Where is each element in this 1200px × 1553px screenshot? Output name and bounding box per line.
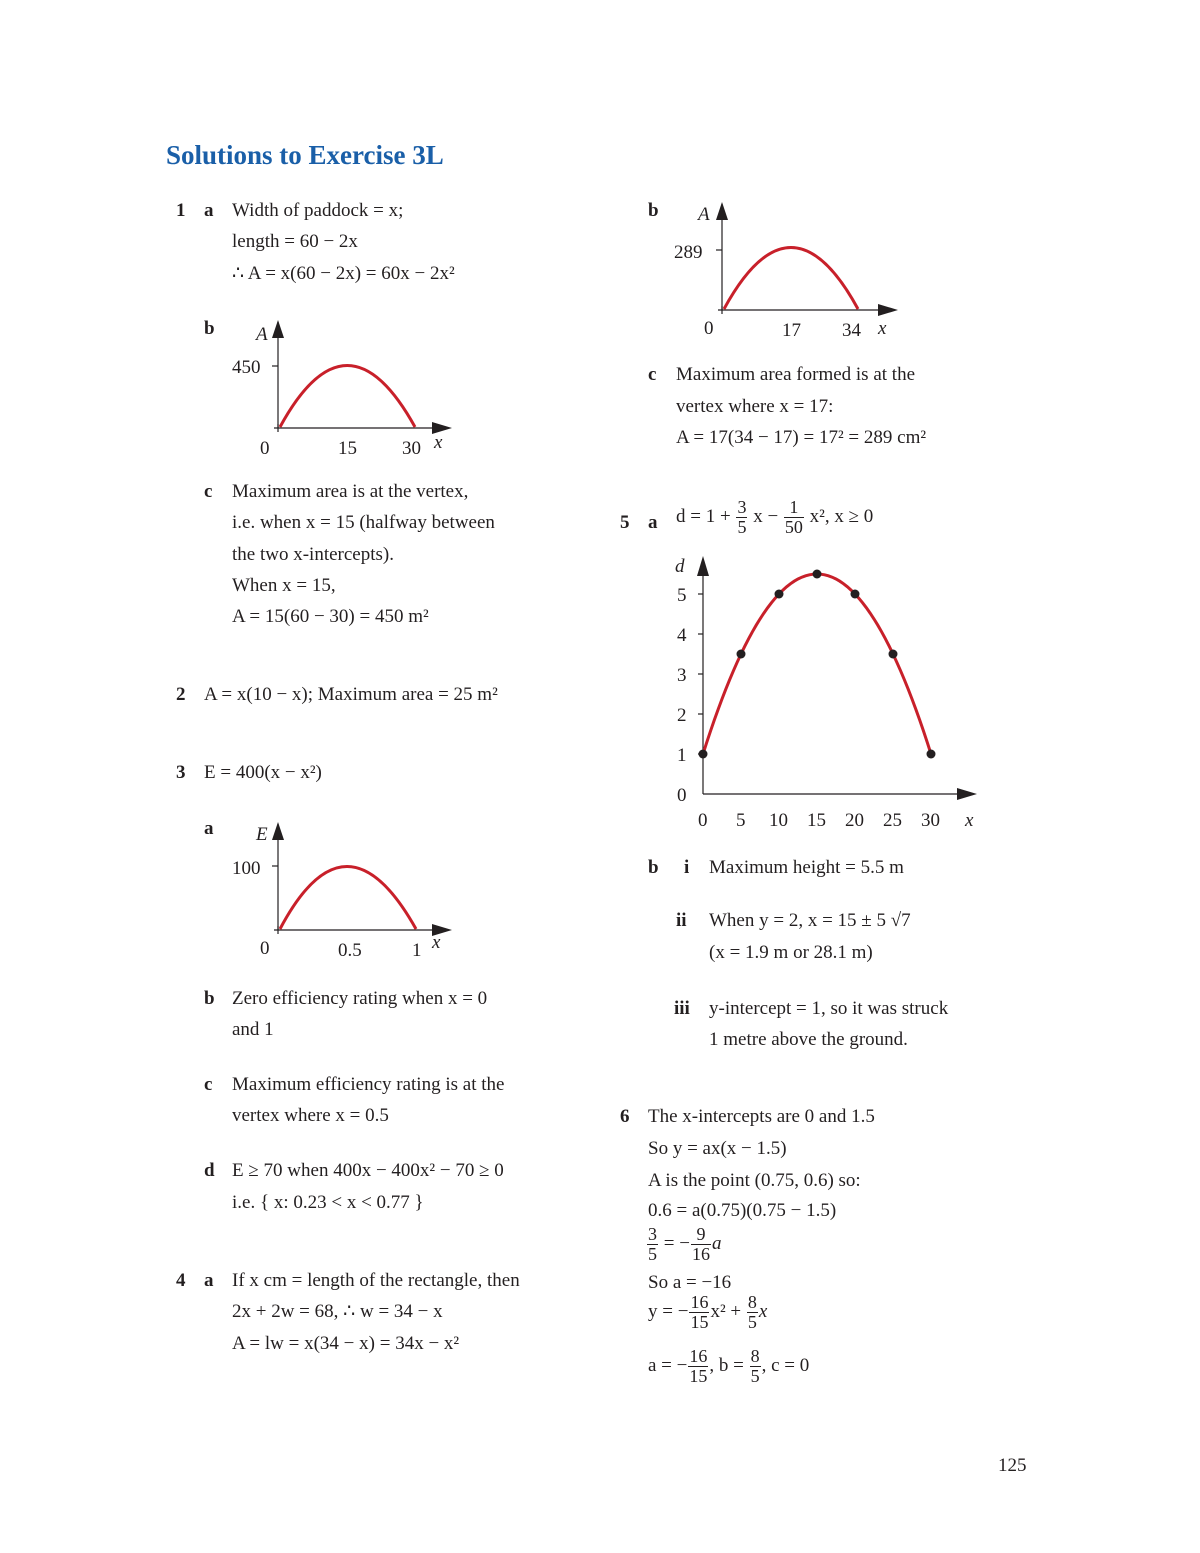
q1c-line-4: When x = 15, [232,575,336,596]
x-mid-label: 17 [782,320,801,341]
q6-line-2: So y = ax(x − 1.5) [648,1138,787,1159]
x-mid-label: 15 [338,438,357,459]
q3c-line-2: vertex where x = 0.5 [232,1105,389,1126]
data-point [813,570,822,579]
q5a-fraction-1: $\frac{3}{5}$ [737,497,747,538]
question-number-4: 4 [176,1270,186,1291]
question-number-1: 1 [176,200,186,221]
x-tick-label: 5 [736,810,746,831]
y-tick-label: 1 [677,745,687,766]
y-max-label: 100 [232,858,261,879]
q1a-line-1: Width of paddock = x; [232,200,404,221]
x-tick-label: 30 [921,810,940,831]
part-label-1a: a [204,200,214,221]
part-label-4a: a [204,1270,214,1291]
part-label-5b: b [648,857,659,878]
q1c-line-5: A = 15(60 − 30) = 450 m² [232,606,429,627]
q1c-line-2: i.e. when x = 15 (halfway between [232,512,495,533]
data-point [927,750,936,759]
origin-label: 0 [260,438,270,459]
q1c-line-3: the two x-intercepts). [232,544,394,565]
part-label-3d: d [204,1160,215,1181]
y-axis-label: A [698,204,710,225]
q5a-mid: x − [753,506,779,527]
x-axis-label: x [432,932,441,953]
q5biii-line-2: 1 metre above the ground. [709,1029,908,1050]
origin-label: 0 [704,318,714,339]
q6-equation-1: $\frac{3}{5}$ = − $\frac{9}{16}$ a [648,1224,722,1265]
q5a-fraction-2: $\frac{1}{50}$ [784,497,803,538]
part-label-3c: c [204,1074,213,1095]
question-number-3: 3 [176,762,186,783]
y-axis-arrow [272,320,284,338]
y-tick-label: 4 [677,625,687,646]
y-axis-label: E [256,824,268,845]
q6-line-4: 0.6 = a(0.75)(0.75 − 1.5) [648,1200,837,1221]
part-label-4c: c [648,364,657,385]
y-axis-arrow [272,822,284,840]
q4a-line-1: If x cm = length of the rectangle, then [232,1270,520,1291]
q6-fraction-5: $\frac{16}{15}$ [689,1346,708,1387]
y-tick-label: 3 [677,665,687,686]
x-axis-label: x [878,318,887,339]
q4c-line-1: Maximum area formed is at the [676,364,916,385]
graph-q4b [672,198,912,348]
data-point [699,750,708,759]
y-max-label: 450 [232,357,261,378]
q4a-line-3: A = lw = x(34 − x) = 34x − x² [232,1333,460,1354]
data-point [737,650,746,659]
q3d-line-1: E ≥ 70 when 400x − 400x² − 70 ≥ 0 [232,1160,504,1181]
x-tick-label: 20 [845,810,864,831]
q1c-line-1: Maximum area is at the vertex, [232,481,469,502]
part-label-3a: a [204,818,214,839]
q6-fraction-1: $\frac{3}{5}$ [648,1224,657,1265]
q3b-line-1: Zero efficiency rating when x = 0 [232,988,488,1009]
q5a-lhs: d = 1 + [676,506,731,527]
graph-q5a [660,550,990,840]
y-axis-arrow [697,556,709,576]
q1a-line-2: length = 60 − 2x [232,231,358,252]
data-point [851,590,860,599]
parabola-curve [724,248,858,310]
q6-line-a: So a = −16 [648,1272,732,1293]
y-tick-label: 2 [677,705,687,726]
question-number-2: 2 [176,684,186,705]
question-number-6: 6 [620,1106,630,1127]
question-number-5: 5 [620,512,630,533]
q6-fraction-4: $\frac{8}{5}$ [747,1292,757,1333]
q6-fraction-2: $\frac{9}{16}$ [691,1224,710,1265]
part-label-5a: a [648,512,658,533]
x-mid-label: 0.5 [338,940,362,961]
part-label-5biii: iii [674,998,690,1019]
q6-line-1: The x-intercepts are 0 and 1.5 [648,1106,875,1127]
q3-text: E = 400(x − x²) [204,762,322,783]
q5biii-line-1: y-intercept = 1, so it was struck [709,998,949,1019]
x-axis-label: x [434,432,443,453]
x-axis-label: x [965,810,974,831]
part-label-5bi: i [684,857,690,878]
part-label-1b: b [204,318,215,339]
x-end-label: 30 [402,438,421,459]
q5a-rhs: x², x ≥ 0 [809,506,874,527]
data-point [775,590,784,599]
x-tick-label: 25 [883,810,902,831]
y-tick-label: 0 [677,785,687,806]
q6-line-3: A is the point (0.75, 0.6) so: [648,1170,861,1191]
x-tick-label: 10 [769,810,788,831]
q4c-line-3: A = 17(34 − 17) = 17² = 289 cm² [676,427,927,448]
q6-fraction-3: $\frac{16}{15}$ [690,1292,709,1333]
x-axis-arrow [878,304,898,316]
q3d-line-2: i.e. { x: 0.23 < x < 0.77 } [232,1192,424,1213]
y-max-label: 289 [674,242,703,263]
y-axis-label: A [256,324,268,345]
x-tick-label: 15 [807,810,826,831]
graph-q1b [226,316,456,466]
q1a-line-3: ∴ A = x(60 − 2x) = 60x − 2x² [232,263,455,284]
parabola-curve [280,867,416,930]
y-axis-arrow [716,202,728,220]
y-axis-label: d [675,556,685,577]
page-number: 125 [998,1455,1027,1476]
x-end-label: 1 [412,940,422,961]
q6-equation-y: y = − $\frac{16}{15}$ x² + $\frac{8}{5}$ x [648,1292,768,1333]
q5bii-line-1: When y = 2, x = 15 ± 5 √7 [709,910,911,931]
q5bii-line-2: (x = 1.9 m or 28.1 m) [709,942,873,963]
q2-text: A = x(10 − x); Maximum area = 25 m² [204,684,498,705]
page-title: Solutions to Exercise 3L [166,140,444,170]
q6-fraction-6: $\frac{8}{5}$ [750,1346,760,1387]
graph-q3a [226,818,456,968]
q3b-line-2: and 1 [232,1019,274,1040]
x-end-label: 34 [842,320,861,341]
q4c-line-2: vertex where x = 17: [676,396,834,417]
x-axis-arrow [957,788,977,800]
q5a-equation [676,497,873,537]
parabola-curve [280,366,415,428]
q4a-line-2: 2x + 2w = 68, ∴ w = 34 − x [232,1301,443,1322]
data-point [889,650,898,659]
part-label-5bii: ii [676,910,687,931]
q6-equation-coeffs: a = − $\frac{16}{15}$ , b = $\frac{8}{5}$ , c = 0 [648,1346,810,1387]
part-label-3b: b [204,988,215,1009]
origin-label: 0 [260,938,270,959]
parabola-curve [703,574,931,754]
q3c-line-1: Maximum efficiency rating is at the [232,1074,505,1095]
y-tick-label: 5 [677,585,687,606]
x-tick-label: 0 [698,810,708,831]
q5bi-text: Maximum height = 5.5 m [709,857,904,878]
part-label-1c: c [204,481,213,502]
part-label-4b: b [648,200,659,221]
